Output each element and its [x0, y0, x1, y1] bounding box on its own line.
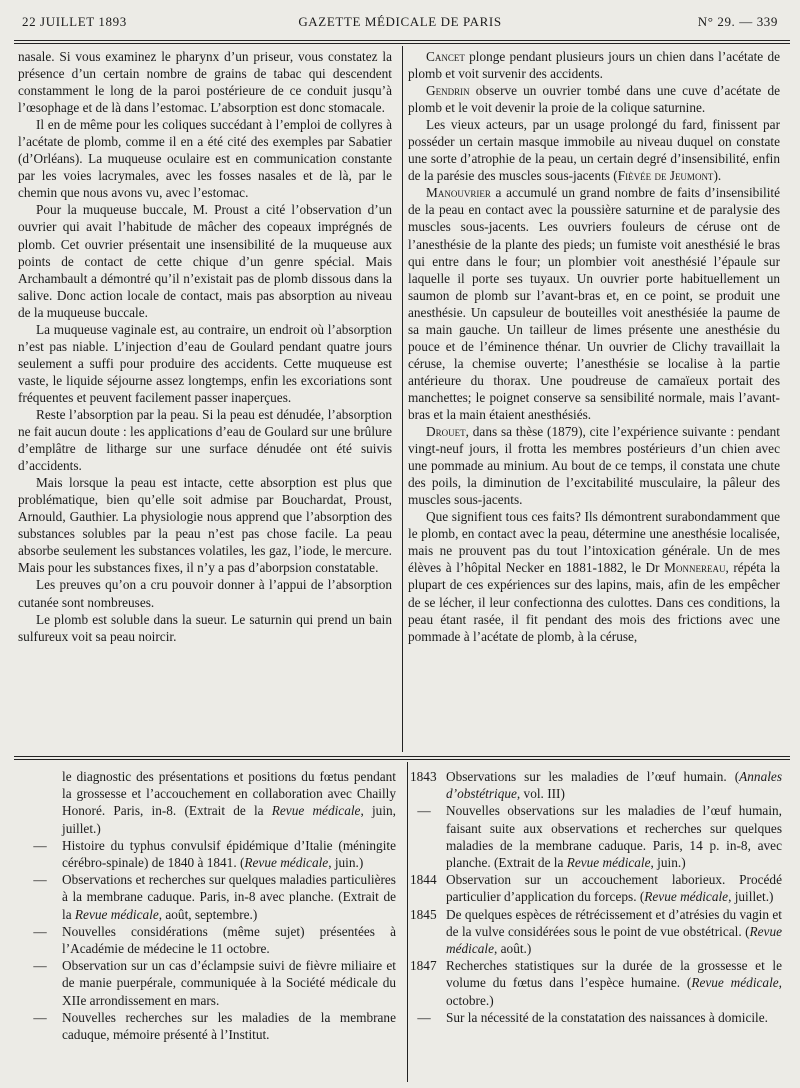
section-rule-thin: [14, 759, 790, 760]
author-name: Fièvée de Jeumont: [617, 168, 714, 184]
bibliography-entry: [410, 768, 782, 802]
entry-text: Observations et recherches sur quelques maladies particulières à la membrane caduque. Paris, in-8 avec planche. (Extrait de la: [62, 872, 396, 922]
entry-text: , août, septembre.): [158, 906, 258, 922]
entry-dash: —: [33, 958, 47, 974]
entry-year: 1843: [410, 769, 437, 784]
entry-text: , juin, juillet.): [62, 803, 396, 836]
author-name: Cancet: [426, 49, 465, 64]
paragraph-text: ).: [713, 168, 722, 184]
article-paragraph: nasale. Si vous examinez le pharynx d’un priseur, vous constatez la présence d’un certain nombre de grains de tabac qui descendent constamment le long de la paroi postérieure de ce conduit jusqu’à l’œsophage et de là dans l’estomac. L’absorption est donc stomacale.: [18, 49, 392, 116]
article-paragraph: Mais lorsque la peau est intacte, cette absorption est plus que problématique, bien qu’elle soit admise par Bouchardat, Proust, Arnould, Gauthier. La physiologie nous apprend que l’absorption des substances solubles par la peau n’est pas chose facile. La peau absorbe seulement les substances volatiles, les gaz, l’iode, le mercure. Mais pour les substances fixes, il n’y a pas d’aborpsion constatable.: [18, 475, 392, 576]
entry-text: Nouvelles observations sur les maladies de l’œuf humain, faisant suite aux observations et recherches sur quelques maladies de la membrane caduque. Paris, 14 p. in-8, avec planche. (Extrait de la: [446, 803, 782, 871]
entry-dash: —: [33, 837, 47, 853]
entry-year: 1847: [410, 958, 437, 974]
paragraph-text: a accumulé un grand nombre de faits d’insensibilité de la peau en contact avec la poussière saturnine et de paralysie des muscles sous-jacents. Les ouvriers fouleurs de céruse ont de l’anesthésie de la plante des pieds; un fumiste voit anesthésié le bras qui entre dans le four; un plombier voit anesthésié l’épaule sur laquelle il porte ses tuyaux. Un ouvrier porte habituellement un saumon de plomb sur l’avant-bras et, en ce point, se produit une anesthésie. Un capsuleur de bouteilles voit anesthésiée la paume de sa main gauche. Un tailleur de limes présente une anesthésie du pouce et de l’éminence thénar. Un ouvrier de Clichy travaillait la céruse, la chemise ouverte; l’anesthésie se localise à la partie antérieure du thorax. Une poudreuse de camaïeux portait des manchettes; le poignet conserve sa sensibilité normale, mais l’avant-bras et la main étaient anesthésiés.: [408, 185, 780, 422]
paragraph-text: , dans sa thèse (1879), cite l’expérience suivante : pendant vingt-neuf jours, il frotta les membres postérieurs d’un chien avec une pommade au minium. Au bout de ce temps, il constata une chute des poils, la diminution de l’excitabilité musculaire, la pâleur des muscles sous-jacents.: [408, 424, 780, 508]
header-page-number: N° 29. — 339: [697, 14, 778, 29]
entry-dash: —: [33, 1009, 47, 1025]
journal-title: Revue médicale: [446, 923, 782, 957]
bibliography-entry: [33, 923, 396, 957]
author-name: Manouvrier: [426, 185, 491, 201]
entry-text: Recherches statistiques sur la durée de la grossesse et le volume du fœtus dans l’espèce humaine. (: [446, 958, 782, 991]
bibliography-entry: [410, 957, 782, 1009]
paragraph-text: Les vieux acteurs, par un usage prolongé du fard, finissent par posséder un certain masque immobile au niveau duquel on constate une sorte d’atrophie de la peau, un certain degré d’insensibilité, enfin de la parésie des muscles sous-jacents (: [408, 117, 780, 184]
article-paragraph: Reste l’absorption par la peau. Si la peau est dénudée, l’absorption ne fait aucun doute : les applications d’eau de Goulard sur une brûlure d’emplâtre de litharge sur une surface dénudée ont été suivis d’accidents.: [18, 406, 392, 474]
journal-title: Revue médicale: [74, 906, 159, 922]
bibliography-entry: [33, 957, 396, 1009]
entry-dash: —: [33, 872, 47, 888]
header-rule-thin: [14, 43, 790, 44]
bibliography-left-column: [33, 768, 396, 1078]
bibliography-entry: [417, 802, 782, 871]
article-paragraph: La muqueuse vaginale est, au contraire, un endroit où l’absorption n’est pas niable. L’injection d’eau de Goulard pendant quatre jours seulement a suffi pour produire des accidents. Cette muqueuse est vaste, le liquide séjourne assez longtemps, enfin les excoriations sont fréquentes et peuvent facilement passer inaperçues.: [18, 321, 392, 405]
paragraph-text: , répéta la plupart de ces expériences sur des lapins, mais, afin de les empêcher de se lécher, il leur confectionna des culottes. Dans ces conditions, la peau étant rasée, il fit pendant des mois des frictions avec une pommade à l’acétate de plomb, à la céruse,: [408, 560, 780, 644]
entry-year: 1844: [410, 872, 437, 888]
entry-text: , vol. III): [516, 786, 565, 802]
page-header: [22, 14, 778, 34]
entry-dash: —: [417, 1009, 431, 1025]
journal-title: Revue médicale: [691, 975, 779, 991]
entry-dash: —: [417, 803, 431, 819]
bibliography-entry: [33, 1009, 396, 1043]
entry-text: , juillet.): [728, 889, 774, 905]
journal-title: Revue médicale: [644, 889, 729, 905]
entry-text: Histoire du typhus convulsif épidémique d’Italie (méningite cérébro-spinale) de 1840 à 1841. (: [62, 837, 396, 871]
bibliography-entry: [33, 871, 396, 923]
entry-text: Observations sur les maladies de l’œuf humain. (: [446, 769, 740, 784]
bibliography-right-column: [410, 768, 782, 1078]
paragraph-text: plonge pendant plusieurs jours un chien dans l’acétate de plomb et voit survenir des accidents.: [408, 49, 780, 82]
bibliography-entry: [417, 1009, 782, 1026]
article-right-column: [408, 48, 780, 752]
article-paragraph: Les preuves qu’on a cru pouvoir donner à l’appui de l’absorption cutanée sont nombreuses.: [18, 577, 392, 610]
journal-title: Annales d’obstétrique: [446, 769, 782, 802]
header-journal-title: GAZETTE MÉDICALE DE PARIS: [298, 14, 502, 29]
article-paragraph: [408, 116, 780, 184]
entry-text: De quelques espèces de rétrécissement et d’atrésies du vagin et de la vulve considérées sous le point de vue obstétrical. (: [446, 906, 782, 939]
author-name: Drouet: [426, 424, 466, 440]
article-paragraph: [408, 423, 780, 508]
author-name: Monnereau: [664, 560, 726, 576]
article-paragraph: [408, 508, 780, 644]
article-paragraph: [408, 82, 780, 116]
bibliography-entry: [62, 768, 396, 837]
entry-dash: —: [33, 923, 47, 939]
entry-text: Observation sur un cas d’éclampsie suivi de fièvre miliaire et de manie puerpérale, communiquée à la Société médicale du XIIe arrondissement en mars.: [62, 958, 396, 1008]
journal-title: Revue médicale: [566, 855, 651, 871]
section-rule: [14, 756, 790, 757]
entry-text: Nouvelles recherches sur les maladies de la membrane caduque, mémoire présenté à l’Institut.: [62, 1009, 396, 1043]
bibliography-entry: [410, 871, 782, 905]
entry-text: , juin.): [650, 855, 686, 871]
entry-text: Sur la nécessité de la constatation des naissances à domicile.: [446, 1009, 768, 1025]
bibliography-entry: [33, 837, 396, 871]
entry-text: le diagnostic des présentations et positions du fœtus pendant la grossesse et l’accouchement en collaboration avec Chailly Honoré. Paris, in-8. (Extrait de la: [62, 769, 396, 819]
entry-text: , octobre.): [446, 975, 782, 1008]
entry-text: Observation sur un accouchement laborieux. Procédé particulier d’application du forceps. (: [446, 872, 782, 905]
paragraph-text: observe un ouvrier tombé dans une cuve d’acétate de plomb et le voit devenir la proie de la colique saturnine.: [408, 83, 780, 116]
bibliography-entry: [410, 906, 782, 958]
journal-title: Revue médicale: [244, 855, 329, 871]
column-divider: [402, 46, 403, 752]
paragraph-text: Que signifient tous ces faits? Ils démontrent surabondamment que le plomb, en contact avec la peau, détermine une anesthésie localisée, mais ne prouvent pas du tout l’intoxication générale. Un de mes élèves à l’hôpital Necker en 1881-1882, le Dr: [408, 509, 780, 576]
article-paragraph: Pour la muqueuse buccale, M. Proust a cité l’observation d’un ouvrier qui avait l’habitude de mâcher des copeaux imprégnés de plomb. Cet ouvrier présentait une insensibilité de la muqueuse aux points de contact de cette chique d’un genre spécial. Mais Archambault a démontré qu’il n’existait pas de plomb dissous dans la salive. Donc action locale de contact, mais pas absorption au niveau de la muqueuse buccale.: [18, 202, 392, 320]
entry-text: , août.): [494, 941, 532, 957]
header-date: 22 JUILLET 1893: [22, 14, 127, 29]
header-rule: [14, 40, 790, 41]
entry-text: Nouvelles considérations (même sujet) présentées à l’Académie de médecine le 11 octobre.: [62, 923, 396, 957]
entry-year: 1845: [410, 906, 437, 922]
author-name: Gendrin: [426, 83, 470, 99]
article-left-column: [18, 48, 392, 752]
article-paragraph: Il en de même pour les coliques succédant à l’emploi de collyres à l’acétate de plomb, comme il en a été cité des exemples par Sabatier (d’Orléans). La muqueuse oculaire est en communication constante par les voies lacrymales, avec les fosses nasales et de là, par le chemin que nous avons vu, avec l’estomac.: [18, 117, 392, 201]
article-paragraph: [408, 184, 780, 423]
article-paragraph: Le plomb est soluble dans la sueur. Le saturnin qui prend un bain sulfureux voit sa peau noircir.: [18, 611, 392, 644]
journal-title: Revue médicale: [271, 803, 361, 819]
article-paragraph: [408, 48, 780, 82]
entry-text: , juin.): [328, 855, 364, 871]
